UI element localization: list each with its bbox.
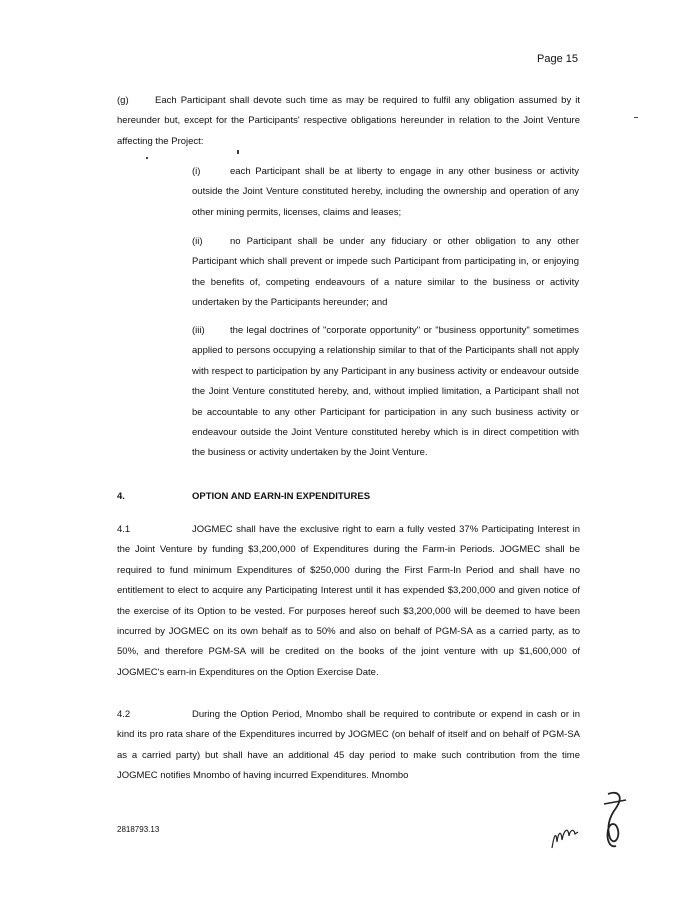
clause-4-2-text: During the Option Period, Mnombo shall be required to contribute or expend in cash or in kind its pro rata share of the Expenditures incurred by JOGMEC (on behalf of itself and on behalf of PGM-SA as a carried party) but shall have an additional 45 day period to make such contribution from the time JOGMEC notifies Mnombo of having incurred Expenditures. Mnombo [117,709,580,782]
sub-item-label: (ii) [192,236,203,247]
scan-mark [237,150,239,154]
clause-4-1 [117,520,580,683]
clause-g-label: (g) [117,95,129,106]
handwritten-initials [548,786,636,866]
sub-item-text: the legal doctrines of "corporate opportunity" or "business opportunity" sometimes applied to persons occupying a relationship similar to that of the Participants shall not apply with respect to participation by any Participant in any business activity or endeavour outside the Joint Venture constituted hereby, and, without implied limitation, a Participant shall not be accountable to any other Participant for participation in any such business activity or endeavour outside the Joint Venture constituted hereby which is in direct competition with the business or activity undertaken by the Joint Venture. [192,325,579,459]
sub-item-text: no Participant shall be under any fiduciary or other obligation to any other Participant which shall prevent or impede such Participant from participating in, or enjoying the benefits of, competing endeavours of a nature similar to the business or activity undertaken by the Participants hereunder; and [192,236,579,309]
page-number: Page 15 [537,53,578,65]
section-4-title: OPTION AND EARN-IN EXPENDITURES [192,491,371,502]
clause-4-1-text: JOGMEC shall have the exclusive right to earn a fully vested 37% Participating Interest in the Joint Venture by funding $3,200,000 of Expenditures during the Farm-in Periods. JOGMEC shall be required to fund minimum Expenditures of $250,000 during the First Farm-In Period and shall have no entitlement to elect to acquire any Participating Interest until it has expended $3,200,000 and given notice of the exercise of its Option to be vested. For purposes hereof such $3,200,000 will be deemed to have been incurred by JOGMEC on its own behalf as to 50% and also on behalf of PGM-SA as a carried party, as to 50%, and therefore PGM-SA will be credited on the books of the joint venture with up $1,600,000 of JOGMEC's earn-in Expenditures on the Option Exercise Date. [117,524,580,678]
sub-item-i [192,162,579,223]
sub-item-iii [192,321,579,464]
section-4-number: 4. [117,491,125,502]
clause-4-2 [117,705,580,787]
document-id: 2818793.13 [117,825,160,834]
scan-mark [634,117,638,118]
clause-g-text: Each Participant shall devote such time as may be required to fulfil any obligation assumed by it hereunder but, except for the Participants' respective obligations hereunder in relation to the Joint Venture affecting the Project: [117,95,580,147]
clause-4-2-number: 4.2 [117,709,131,720]
sub-item-label: (iii) [192,325,205,336]
clause-g [117,91,580,152]
scan-mark [146,157,148,159]
sub-item-ii [192,232,579,314]
sub-item-label: (i) [192,166,201,177]
clause-4-1-number: 4.1 [117,524,131,535]
sub-item-text: each Participant shall be at liberty to engage in any other business or activity outside the Joint Venture constituted hereby, including the ownership and operation of any other mining permits, licenses, claims and leases; [192,166,579,218]
